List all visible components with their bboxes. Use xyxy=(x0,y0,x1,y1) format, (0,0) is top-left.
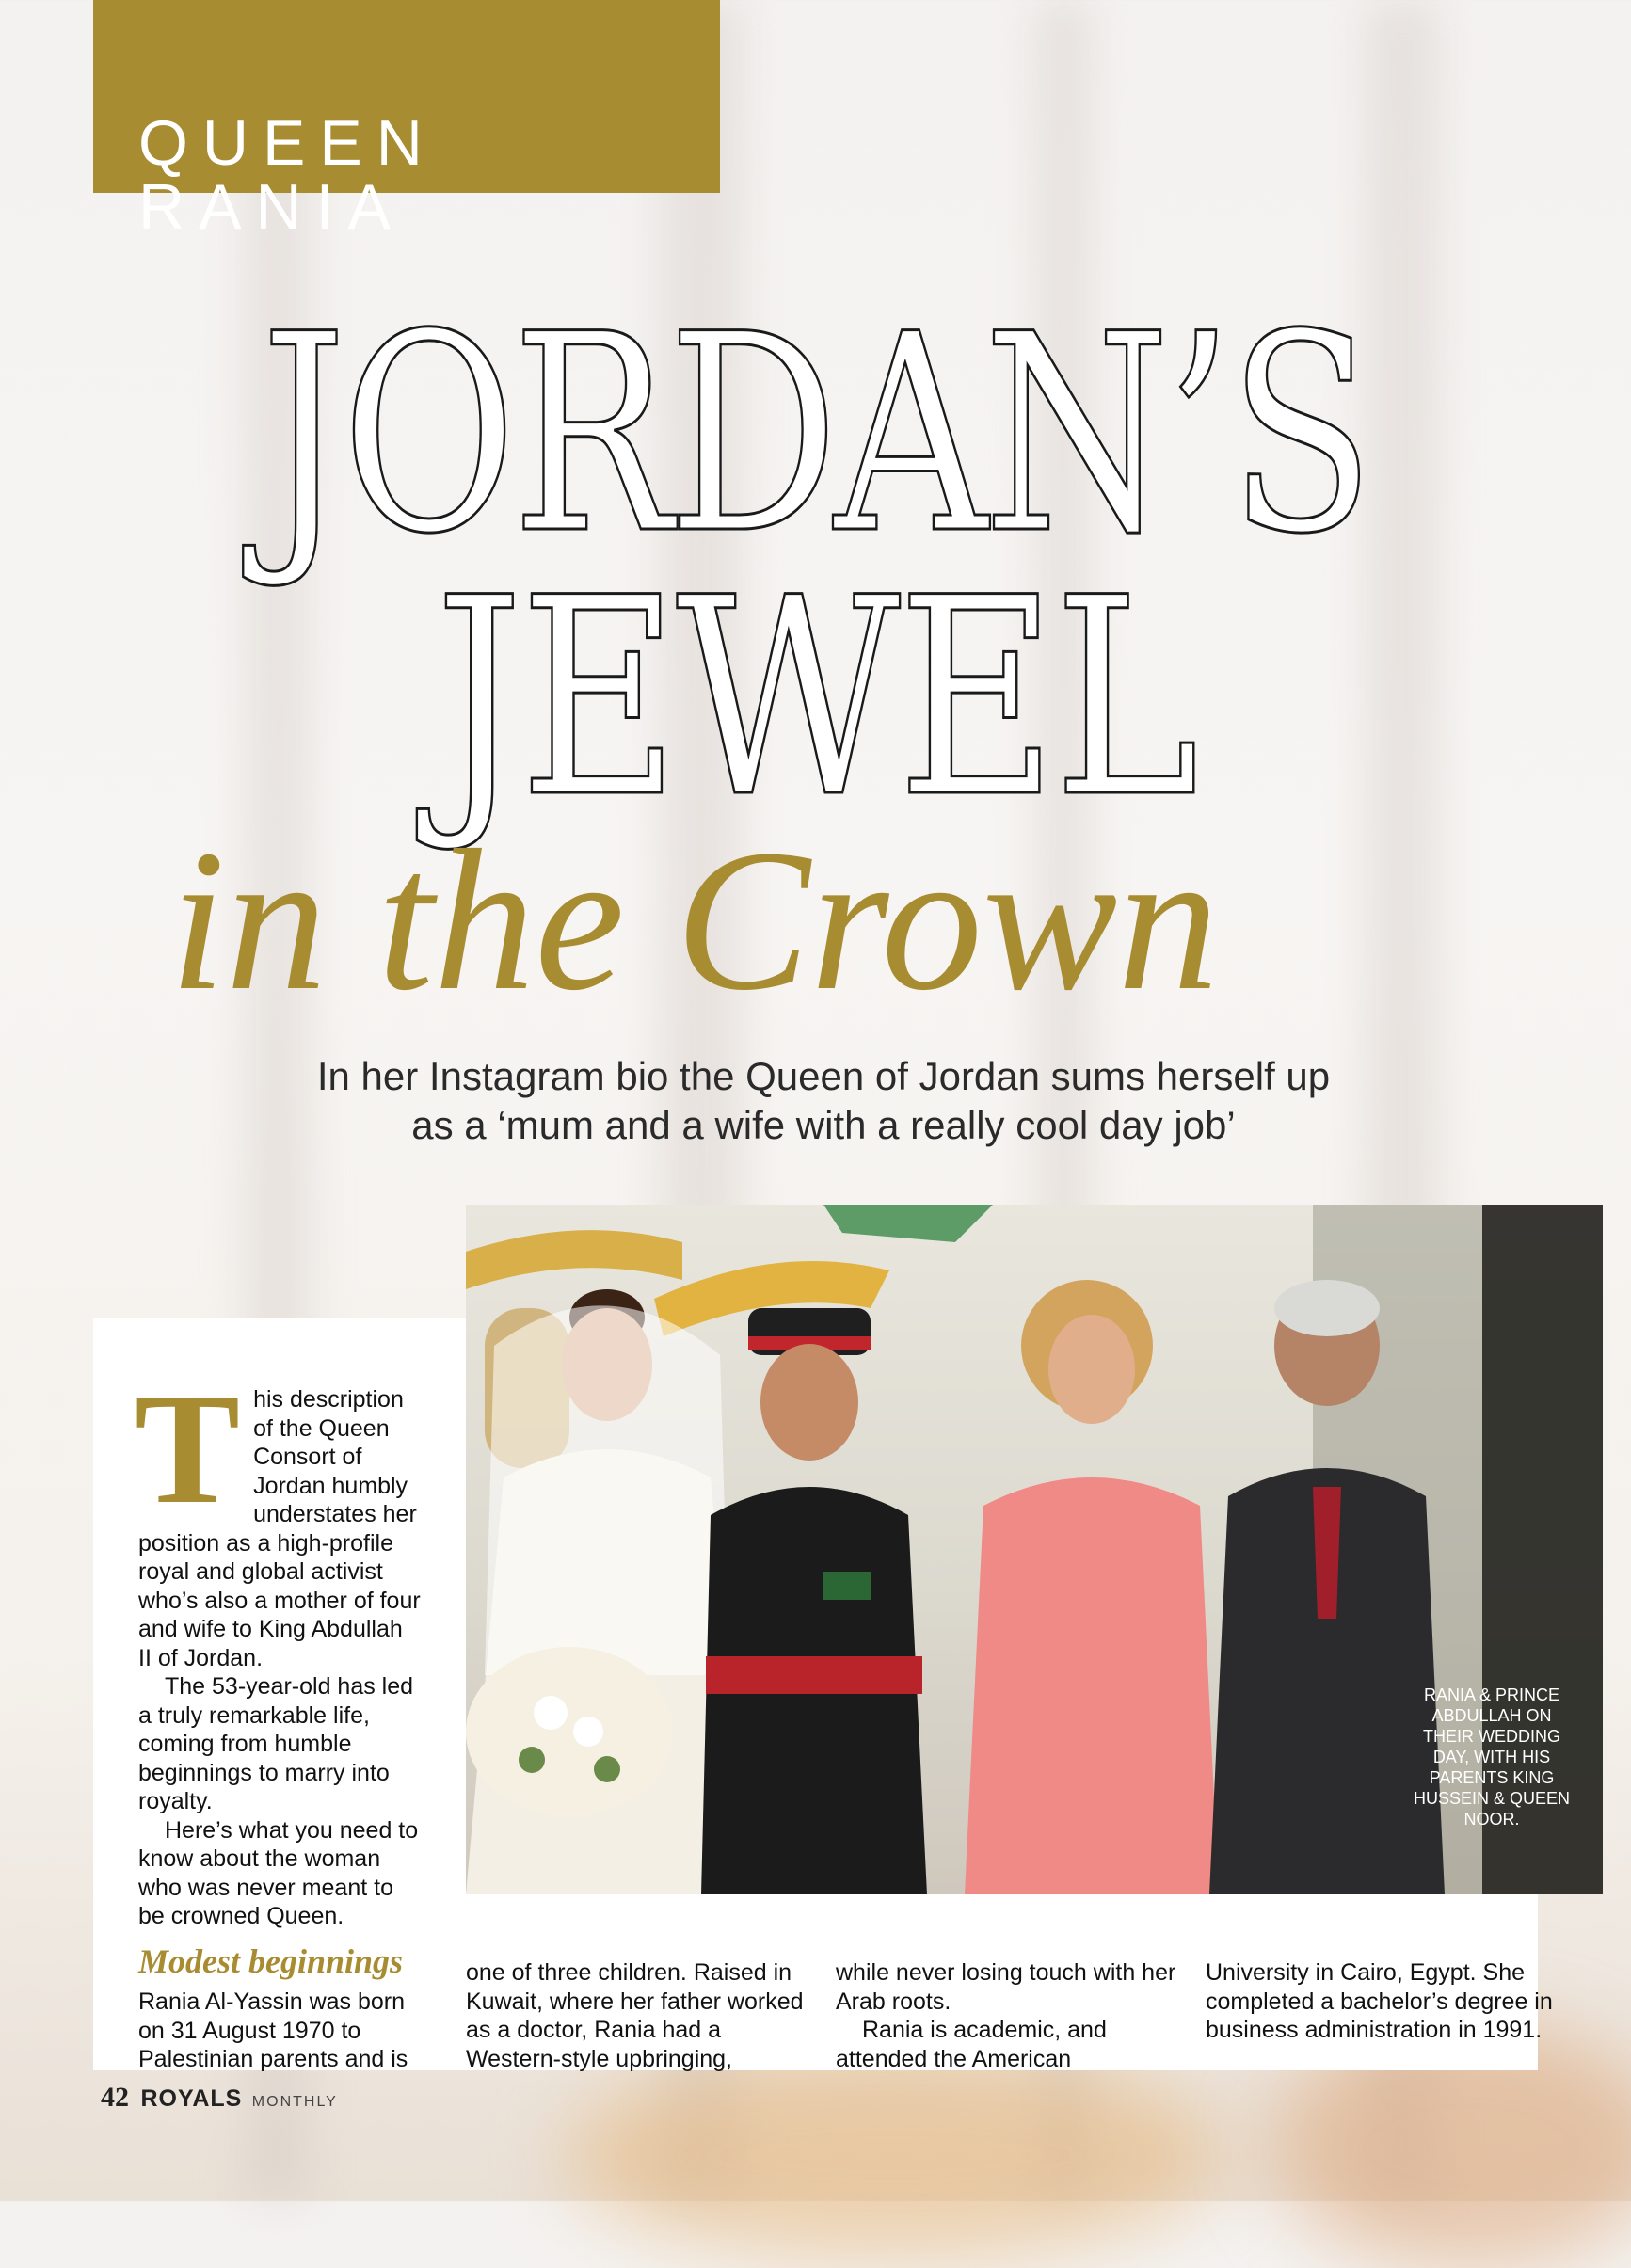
page-footer xyxy=(101,2082,338,2114)
article-intro-column xyxy=(135,1362,421,1931)
column-4 xyxy=(1206,1958,1554,2045)
section-tag-label: QUEEN RANIA xyxy=(138,107,437,243)
intro-paragraph: his description of the Queen Consort of Jordan humbly understates her position as a high-profile royal and global activist who’s also a mother of four and wife to King Abdullah II of Jordan. xyxy=(138,1386,421,1671)
headline-line-2: JEWEL xyxy=(435,540,1196,857)
column-1-continued xyxy=(138,1988,421,2074)
wedding-photo xyxy=(466,1205,1603,1894)
drop-cap: T xyxy=(135,1362,241,1537)
photo-caption: RANIA & PRINCE ABDULLAH ON THEIR WEDDING DAY, WITH HIS PARENTS KING HUSSEIN & QUEEN NOOR. xyxy=(1413,1685,1571,1829)
column-3-text-1: while never losing touch with her Arab roots. xyxy=(836,1959,1176,2015)
section-tag xyxy=(93,0,720,243)
column-4-text: University in Cairo, Egypt. She completed a bachelor’s degree in business administration in 1991. xyxy=(1206,1959,1553,2043)
headline-subline: in the Crown xyxy=(169,807,1219,1032)
standfirst-line-2: as a ‘mum and a wife with a really cool day job’ xyxy=(411,1103,1236,1147)
column-2 xyxy=(466,1958,814,2073)
magazine-name: ROYALS xyxy=(140,2085,243,2112)
headline-line-1: JORDAN’S xyxy=(261,277,1370,594)
paragraph-3: Here’s what you need to know about the woman who was never meant to be crowned Queen. xyxy=(138,1816,419,1929)
standfirst-line-1: In her Instagram bio the Queen of Jordan sums herself up xyxy=(316,1054,1331,1098)
paragraph-2: The 53-year-old has led a truly remarkable life, coming from humble beginnings to marry into royalty. xyxy=(138,1673,414,1814)
background-glow xyxy=(565,2052,1223,2259)
column-2-text: one of three children. Raised in Kuwait, where her father worked as a doctor, Rania had a Western-style upbringing, xyxy=(466,1959,804,2072)
page-number: 42 xyxy=(101,2082,129,2113)
column-3 xyxy=(836,1958,1184,2073)
standfirst xyxy=(311,1052,1336,1150)
magazine-issue: MONTHLY xyxy=(251,2094,338,2110)
subheading: Modest beginnings xyxy=(138,1942,404,1980)
column-3-text-2: Rania is academic, and attended the American xyxy=(836,2017,1107,2072)
column-1-text: Rania Al-Yassin was born on 31 August 1970 to Palestinian parents and is xyxy=(138,1988,408,2072)
